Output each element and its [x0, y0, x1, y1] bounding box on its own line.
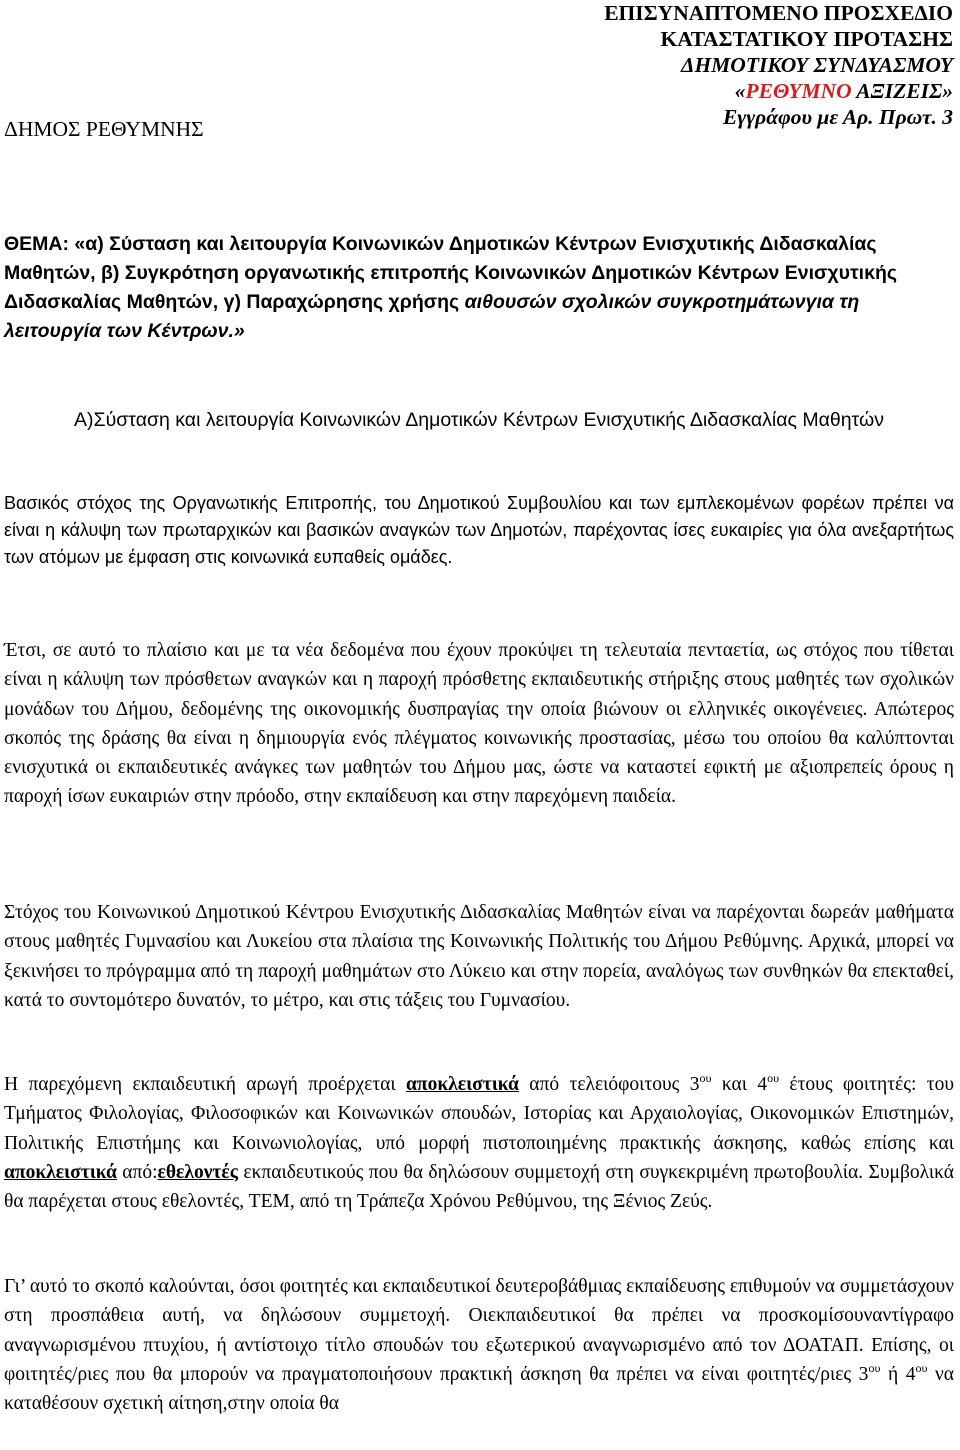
paragraph-3: Στόχος του Κοινωνικού Δημοτικού Κέντρου Ενισχυτικής Διδασκαλίας Μαθητών είναι να παρέχονται δωρεάν μαθήματα στους μαθητές Γυμνασίου και Λυκείου στα πλαίσια της Κοινωνικής Πολιτικής του Δήμου Ρεθύμνης. Αρχικά, μπορεί να ξεκινήσει το πρόγραμμα από τη παροχή μαθημάτων στο Λύκειο και στην πορεία, αναλόγως των συνθηκών θα επεκταθεί, κατά το συντομότερο δυνατόν, το μέτρο, και στις τάξεις του Γυμνασίου.: [4, 902, 954, 1011]
p4-text-5: από:: [116, 1161, 158, 1183]
header-line-2: ΚΑΤΑΣΤΑΤΙΚΟΥ ΠΡΟΤΑΣΗΣ: [660, 27, 953, 51]
p4-text-3: και 4: [711, 1074, 768, 1095]
p5-text-2: ή 4: [880, 1363, 916, 1385]
p4-text-6: εκπαιδευτικούς που θα δηλώσουν συμμετοχή στη συγκεκριμένη πρωτοβουλία. Συμβολικά θα παρέχεται στους εθελοντές, ΤΕΜ, από τη Τράπεζα Χρόνου Ρεθύμνου, της Ξένιος Ζεύς.: [4, 1161, 955, 1213]
header-line-4: [604, 78, 953, 104]
subject-heading: [4, 230, 954, 346]
header-line-5: Εγγράφου με Αρ. Πρωτ. 3: [722, 105, 953, 129]
p5-text-3: να καταθέσουν σχετική αίτηση,στην οποία θα: [4, 1363, 954, 1415]
header-red-word: ΡΕΘΥΜΝΟ: [745, 79, 852, 103]
paragraph-2: Έτσι, σε αυτό το πλαίσιο και με τα νέα δεδομένα που έχουν προκύψει τη τελευταία πενταετία, ως στόχος που τίθεται είναι η κάλυψη των πρόσθετων αναγκών και η παροχή πρόσθετης εκπαιδευτικής στήριξης στους μαθητές των σχολικών μονάδων του Δήμου, δεδομένης της οικονομικής δυσπραγίας την οποία βιώνουν οι ελληνικές οικογένειες. Απώτερος σκοπός της δράσης θα είναι η δημιουργία ενός πλέγματος κοινωνικής προστασίας, μέσω του οποίου θα καλύπτονται ενισχυτικά οι εκπαιδευτικές ανάγκες των μαθητών του Δήμου μας, ώστε να καταστεί εφικτή με αξιοπρεπείς όρους η παροχή ίσων ευκαιριών στην πρόοδο, στην εκπαίδευση και στην παρεχόμενη παιδεία.: [4, 640, 954, 808]
p5-text-1: Γι’ αυτό το σκοπό καλούνται, όσοι φοιτητές και εκπαιδευτικοί δευτεροβάθμιας εκπαίδευσης επιθυμούν να συμμετάσχουν στη προσπάθεια αυτή, να δηλώσουν συμμετοχή. Οιεκπαιδευτικοί θα πρέπει να προσκομίσουναντίγραφο αναγνωρισμένου πτυχίου, ή αντίστοιχο τίτλο σπουδών του εξωτερικού αναγνωρισμένο από τον ΔΟΑΤΑΠ. Επίσης, οι φοιτητές/ριες που θα μπορούν να πραγματοποιήσουν πρακτική άσκηση θα πρέπει να είναι φοιτητές/ριες 3: [4, 1276, 954, 1385]
p4-emphasis-1: αποκλειστικά: [406, 1074, 519, 1095]
p4-sup-1: ου: [699, 1071, 712, 1085]
p4-sup-2: ου: [767, 1071, 780, 1085]
subject-text: ΘΕΜΑ: «α) Σύσταση και λειτουργία Κοινωνικών Δημοτικών Κέντρων Ενισχυτικής Διδασκαλίας Μαθητών, β) Συγκρότηση οργανωτικής επιτροπής Κοινωνικών Δημοτικών Κέντρων Ενισχυτικής Διδασκαλίας Μαθητών, γ) Παραχώρησης χρήσης: [4, 233, 898, 313]
header-quote-open: «: [734, 79, 746, 103]
p5-sup-1: ου: [868, 1360, 881, 1375]
paragraph-1: Βασικός στόχος της Οργανωτικής Επιτροπής, του Δημοτικού Συμβουλίου και των εμπλεκομένων φορέων πρέπει να είναι η κάλυψη των πρωταρχικών και βασικών αναγκών των Δημοτών, παρέχοντας ίσες ευκαιρίες για όλα ανεξαρτήτως των ατόμων με έμφαση στις κοινωνικά ευπαθείς ομάδες.: [4, 493, 954, 567]
p4-emphasis-2: αποκλειστικά: [4, 1161, 117, 1183]
header-line-4-rest: ΑΞΙΖΕΙΣ»: [851, 79, 953, 103]
section-a-title: Α)Σύσταση και λειτουργία Κοινωνικών Δημοτικών Κέντρων Ενισχυτικής Διδασκαλίας Μαθητών: [74, 409, 884, 431]
p5-sup-2: ου: [915, 1360, 928, 1375]
header-line-3: ΔΗΜΟΤΙΚΟΥ ΣΥΝΔΥΑΣΜΟΥ: [680, 53, 953, 77]
document-reference-header: [604, 0, 953, 130]
p4-text-4: έτους φοιτητές: του Τμήματος Φιλολογίας, Φιλοσοφικών και Κοινωνικών σπουδών, Ιστορίας και Αρχαιολογίας, Οικονομικών Επιστημών, Πολιτικής Επιστήμης και Κοινωνιολογίας, υπό μορφή πιστοποιημένης πρακτικής άσκησης, καθώς επίσης και: [4, 1074, 954, 1154]
municipality-name: ΔΗΜΟΣ ΡΕΘΥΜΝΗΣ: [4, 117, 204, 141]
paragraph-5: [4, 1272, 954, 1418]
paragraph-4: [4, 1070, 954, 1216]
header-line-1: ΕΠΙΣΥΝΑΠΤΟΜΕΝΟ ΠΡΟΣΧΕΔΙΟ: [604, 1, 953, 25]
p4-emphasis-3: εθελοντές: [157, 1161, 238, 1183]
p4-text-1: Η παρεχόμενη εκπαιδευτική αρωγή προέρχεται: [4, 1074, 407, 1095]
subject-text-italic: αιθουσών σχολικών συγκροτημάτωνγια τη λειτουργία των Κέντρων.»: [4, 291, 860, 342]
p4-text-2: από τελειόφοιτους 3: [518, 1074, 700, 1095]
